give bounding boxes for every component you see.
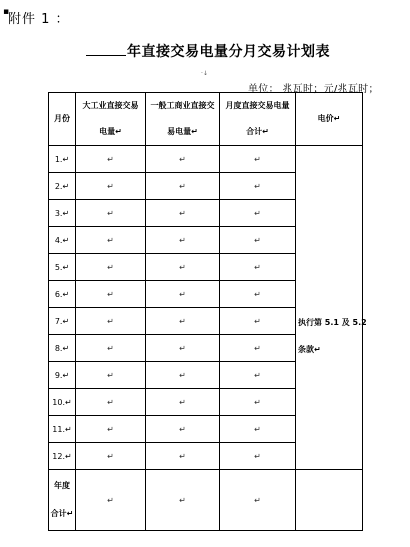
general-business-cell: ↵: [146, 308, 220, 335]
large-industry-cell: ↵: [76, 389, 146, 416]
general-business-cell: ↵: [146, 362, 220, 389]
annual-total-row: [49, 470, 363, 531]
header-general-business-line1: 一般工商业直接交: [150, 101, 215, 110]
monthly-total-cell: ↵: [220, 308, 296, 335]
attachment-text: 附件 1 ：: [8, 12, 70, 27]
monthly-plan-table: [48, 92, 367, 531]
table-header-row: [49, 93, 363, 146]
header-general-business-line2: 易电量↵: [167, 127, 198, 136]
price-remark-line1: 执行第 5.1 及 5.2: [298, 318, 367, 327]
annual-label-cell: [49, 470, 76, 531]
header-large-industry-line1: 大工业直接交易: [82, 101, 139, 110]
monthly-total-cell: ↵: [220, 416, 296, 443]
monthly-total-cell: ↵: [220, 227, 296, 254]
annual-label-line1: 年度: [54, 481, 70, 490]
general-business-cell: ↵: [146, 416, 220, 443]
table-row: [49, 146, 363, 173]
monthly-total-cell: ↵: [220, 146, 296, 173]
title-text: 年直接交易电量分月交易计划表: [127, 44, 330, 60]
large-industry-cell: ↵: [76, 416, 146, 443]
general-business-cell: ↵: [146, 281, 220, 308]
month-cell: 2.↵: [49, 173, 76, 200]
header-month: 月份: [49, 93, 76, 146]
header-monthly-total: [220, 93, 296, 146]
large-industry-cell: ↵: [76, 200, 146, 227]
header-price: 电价↵: [296, 93, 363, 146]
general-business-cell: ↵: [146, 389, 220, 416]
month-cell: 9.↵: [49, 362, 76, 389]
price-remark-line2: 条款↵: [298, 345, 321, 354]
month-cell: 3.↵: [49, 200, 76, 227]
bullet-mark-icon: ▪: [3, 7, 11, 17]
paragraph-mark: ·↓: [201, 70, 208, 77]
large-industry-cell: ↵: [76, 362, 146, 389]
general-business-cell: ↵: [146, 254, 220, 281]
annual-general-business-cell: ↵: [146, 470, 220, 531]
month-cell: 7.↵: [49, 308, 76, 335]
header-monthly-total-line1: 月度直接交易电量: [225, 101, 290, 110]
monthly-total-cell: ↵: [220, 362, 296, 389]
monthly-total-cell: ↵: [220, 200, 296, 227]
general-business-cell: ↵: [146, 173, 220, 200]
annual-large-industry-cell: ↵: [76, 470, 146, 531]
annual-price-cell: [296, 470, 363, 531]
general-business-cell: ↵: [146, 227, 220, 254]
monthly-total-cell: ↵: [220, 335, 296, 362]
annual-label-line2: 合计↵: [50, 509, 74, 518]
month-cell: 1.↵: [49, 146, 76, 173]
general-business-cell: ↵: [146, 335, 220, 362]
month-cell: 5.↵: [49, 254, 76, 281]
annual-total-cell: ↵: [220, 470, 296, 531]
large-industry-cell: ↵: [76, 443, 146, 470]
large-industry-cell: ↵: [76, 173, 146, 200]
year-blank-line: [86, 43, 126, 56]
month-cell: 11.↵: [49, 416, 76, 443]
header-monthly-total-line2: 合计↵: [246, 127, 269, 136]
header-general-business: [146, 93, 220, 146]
month-cell: 10.↵: [49, 389, 76, 416]
large-industry-cell: ↵: [76, 308, 146, 335]
large-industry-cell: ↵: [76, 227, 146, 254]
monthly-total-cell: ↵: [220, 254, 296, 281]
large-industry-cell: ↵: [76, 281, 146, 308]
general-business-cell: ↵: [146, 443, 220, 470]
general-business-cell: ↵: [146, 200, 220, 227]
large-industry-cell: ↵: [76, 335, 146, 362]
large-industry-cell: ↵: [76, 146, 146, 173]
month-cell: 4.↵: [49, 227, 76, 254]
large-industry-cell: ↵: [76, 254, 146, 281]
month-cell: 8.↵: [49, 335, 76, 362]
header-large-industry-line2: 电量↵: [99, 127, 122, 136]
unit-note: 单位： 兆瓦时；元/兆瓦时；: [248, 84, 379, 95]
month-cell: 6.↵: [49, 281, 76, 308]
header-large-industry: [76, 93, 146, 146]
monthly-total-cell: ↵: [220, 173, 296, 200]
monthly-total-cell: ↵: [220, 443, 296, 470]
monthly-total-cell: ↵: [220, 389, 296, 416]
price-remark-cell: [296, 146, 367, 470]
attachment-label: [3, 7, 70, 27]
general-business-cell: ↵: [146, 146, 220, 173]
monthly-total-cell: ↵: [220, 281, 296, 308]
document-title: [86, 41, 330, 61]
month-cell: 12.↵: [49, 443, 76, 470]
